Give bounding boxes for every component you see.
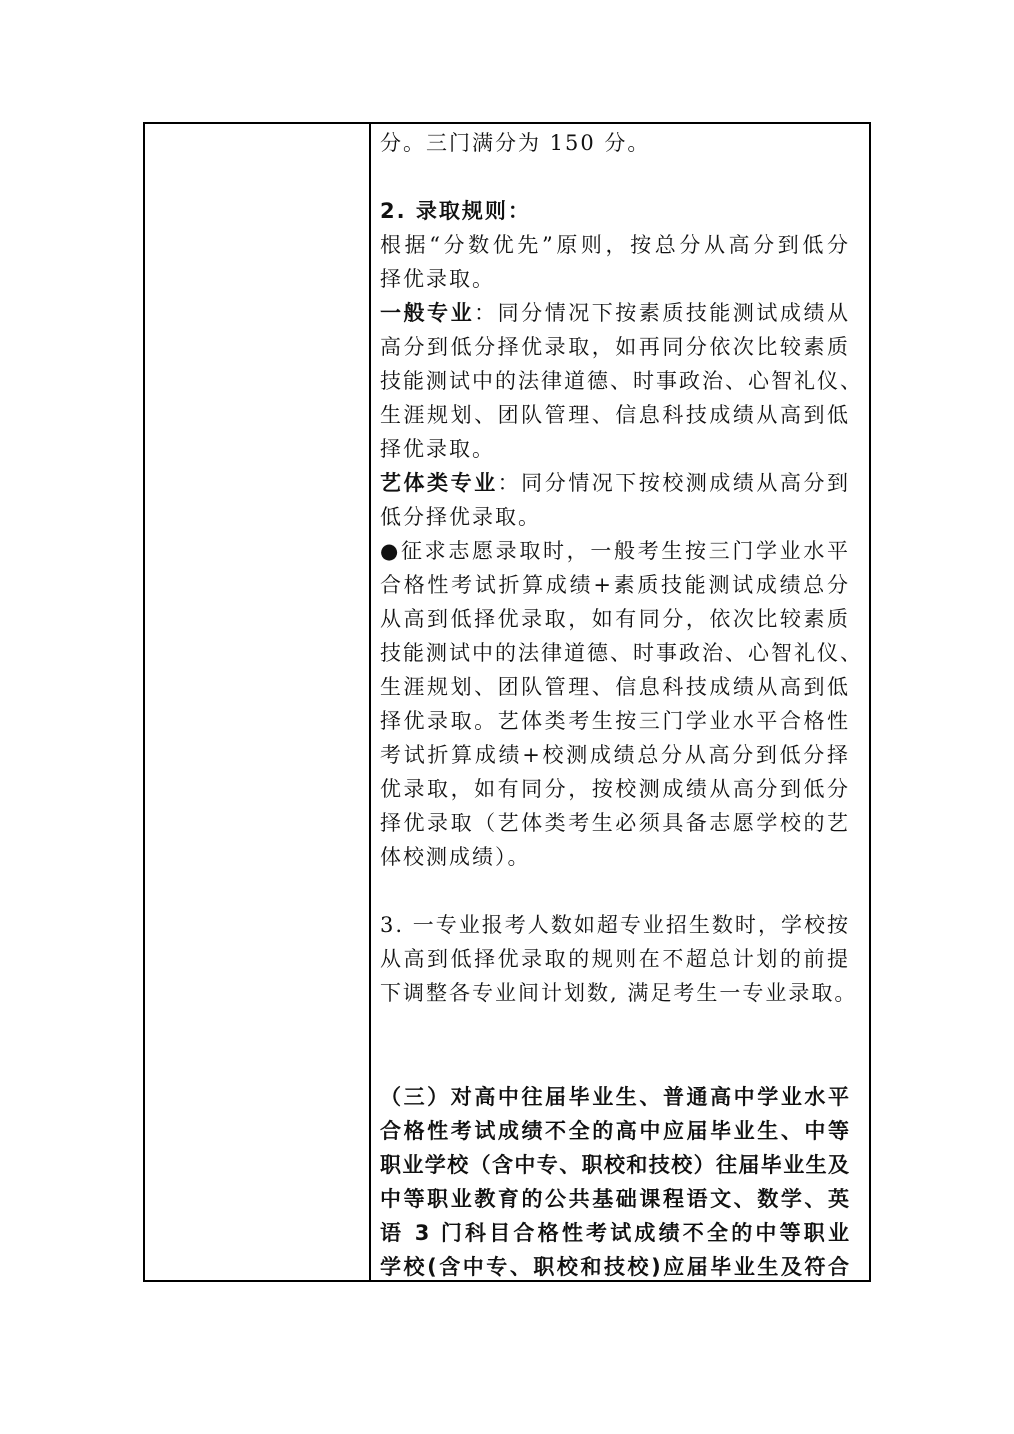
text-line: 合格性考试折算成绩+素质技能测试成绩总分 xyxy=(380,573,850,597)
text-line: 考试折算成绩+校测成绩总分从高分到低分择 xyxy=(380,743,850,767)
text-line: 技能测试中的法律道德、时事政治、心智礼仪、 xyxy=(380,641,863,665)
text-line: 体校测成绩）。 xyxy=(380,845,531,869)
document-table xyxy=(143,122,871,1282)
text-line: 生涯规划、团队管理、信息科技成绩从高到低 xyxy=(380,403,850,427)
label-general-major: 一般专业 xyxy=(380,301,475,325)
section-heading-line: 职业学校（含中专、职校和技校）往届毕业生及 xyxy=(380,1153,850,1177)
text-line xyxy=(380,300,850,326)
text-line: 择优录取。艺体类考生按三门学业水平合格性 xyxy=(380,709,850,733)
text-line: 生涯规划、团队管理、信息科技成绩从高到低 xyxy=(380,675,850,699)
text-line: 3. 一专业报考人数如超专业招生数时，学校按 xyxy=(380,913,850,937)
text-line: 根据“分数优先”原则，按总分从高分到低分 xyxy=(380,233,850,257)
section-heading-line: 合格性考试成绩不全的高中应届毕业生、中等 xyxy=(380,1119,850,1143)
text-line: ●征求志愿录取时，一般考生按三门学业水平 xyxy=(380,539,850,563)
table-left-cell xyxy=(145,124,371,1280)
text-segment: ：同分情况下按素质技能测试成绩从 xyxy=(474,301,851,325)
text-line: 从高到低择优录取的规则在不超总计划的前提 xyxy=(380,947,850,971)
text-line: 高分到低分择优录取，如再同分依次比较素质 xyxy=(380,335,850,359)
section-heading-line: 中等职业教育的公共基础课程语文、数学、英 xyxy=(380,1187,850,1211)
table-right-cell xyxy=(371,124,869,1280)
text-line: 低分择优录取。 xyxy=(380,505,541,529)
text-line: 分。三门满分为 150 分。 xyxy=(380,131,651,155)
text-line: 下调整各专业间计划数, 满足考生一专业录取。 xyxy=(380,981,858,1005)
text-line: 从高到低择优录取，如有同分，依次比较素质 xyxy=(380,607,850,631)
text-line: 优录取，如有同分，按校测成绩从高分到低分 xyxy=(380,777,850,801)
text-segment: ：同分情况下按校测成绩从高分到 xyxy=(497,471,851,495)
section-heading-line: 语 3 门科目合格性考试成绩不全的中等职业 xyxy=(380,1221,850,1245)
section-heading-admission-rules: 2. 录取规则： xyxy=(380,199,531,223)
text-line xyxy=(380,470,850,496)
section-heading-line: 学校(含中专、职校和技校)应届毕业生及符合 xyxy=(380,1255,850,1279)
text-line: 择优录取。 xyxy=(380,437,495,461)
label-arts-sports-major: 艺体类专业 xyxy=(380,471,498,495)
text-line: 择优录取。 xyxy=(380,267,495,291)
section-heading-line: （三）对高中往届毕业生、普通高中学业水平 xyxy=(380,1085,850,1109)
text-line: 技能测试中的法律道德、时事政治、心智礼仪、 xyxy=(380,369,863,393)
text-line: 择优录取（艺体类考生必须具备志愿学校的艺 xyxy=(380,811,850,835)
